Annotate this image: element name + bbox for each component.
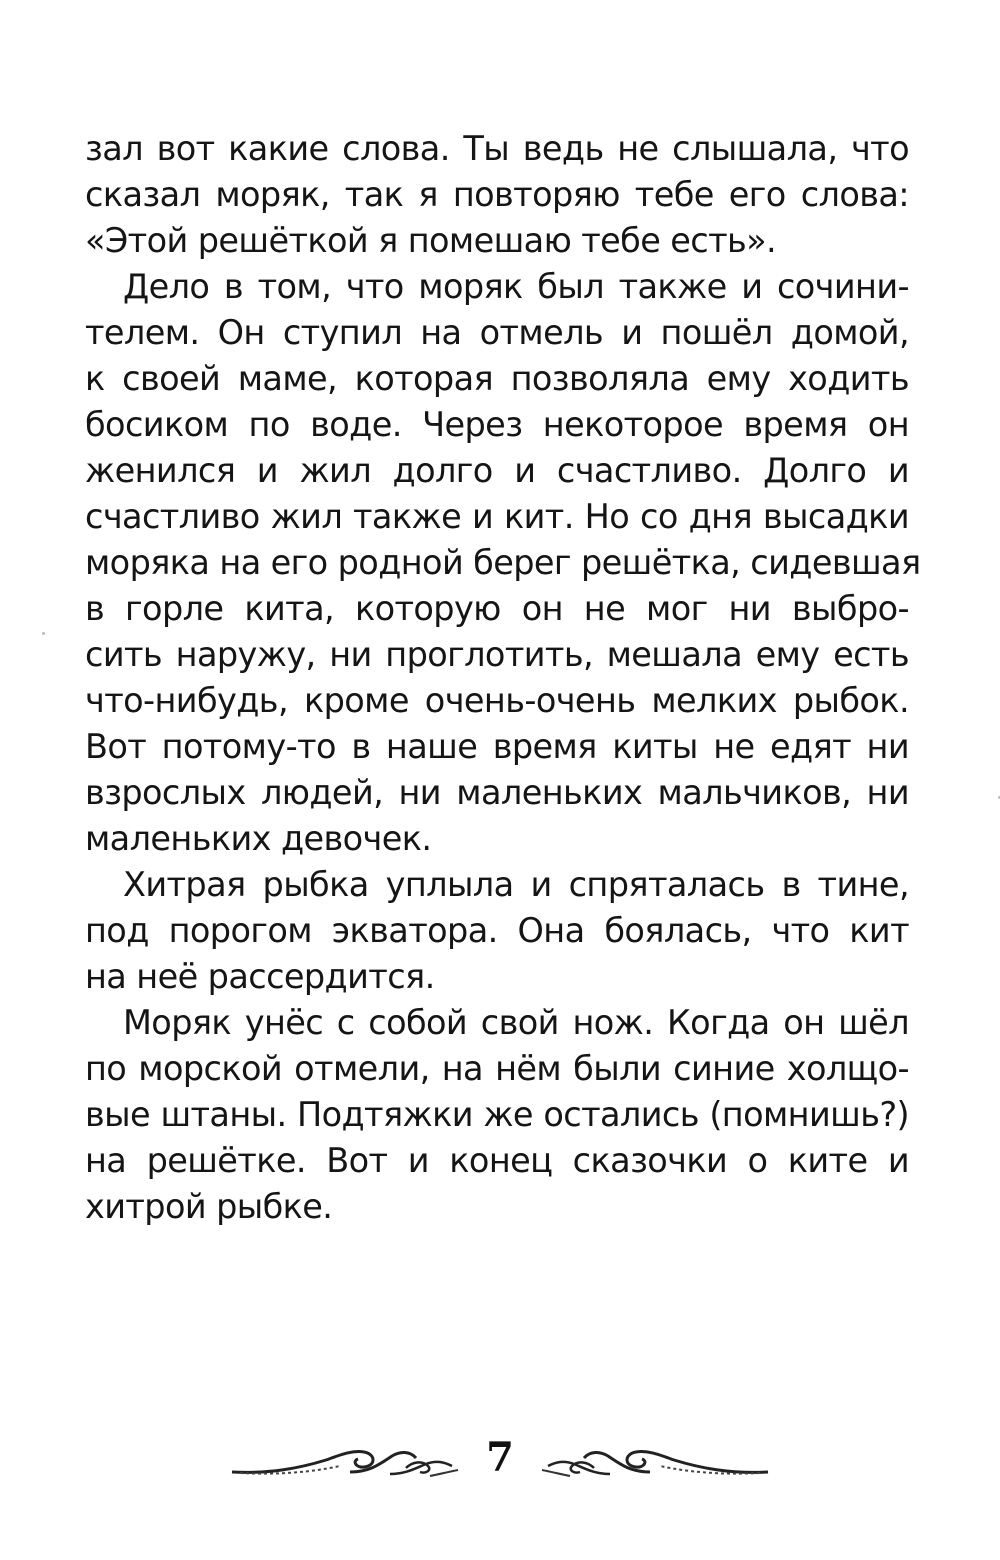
text-line: Вот потому-то в наше время киты не едят ни [85, 727, 909, 766]
text-line: зал вот какие слова. Ты ведь не слышала, что [85, 129, 909, 168]
page-number: 7 [486, 1434, 514, 1481]
text-line: по морской отмели, на нём были синие холщо- [85, 1049, 909, 1088]
text-line: сить наружу, ни проглотить, мешала ему есть [85, 635, 909, 674]
text-line: Дело в том, что моряк был также и сочини- [123, 267, 909, 306]
paragraph-4 [85, 1000, 909, 1230]
text-line: телем. Он ступил на отмель и пошёл домой, [85, 313, 909, 352]
text-line: сказал моряк, так я повторяю тебе его слова: [85, 175, 909, 214]
text-line: женился и жил долго и счастливо. Долго и [85, 451, 909, 490]
paragraph-2 [85, 264, 921, 862]
text-line: вые штаны. Подтяжки же остались (помнишь?) [85, 1095, 909, 1134]
text-line: босиком по воде. Через некоторое время он [85, 405, 909, 444]
text-line: взрослых людей, ни маленьких мальчиков, ни [85, 773, 909, 812]
text-line: что-нибудь, кроме очень-очень мелких рыбок. [85, 681, 909, 720]
text-line: к своей маме, которая позволяла ему ходить [85, 359, 909, 398]
text-line: на решётке. Вот и конец сказочки о ките и [85, 1141, 909, 1180]
text-line: моряка на его родной берег решётка, сидевшая [85, 543, 921, 582]
page-text [85, 126, 921, 1230]
paragraph-3 [85, 862, 909, 1000]
text-line: счастливо жил также и кит. Но со дня высадки [85, 497, 909, 536]
text-line: под порогом экватора. Она боялась, что кит [85, 911, 909, 950]
text-line: Моряк унёс с собой свой нож. Когда он шёл [123, 1003, 909, 1042]
flourish-ornament-left-icon [230, 1442, 460, 1482]
scan-speck [42, 632, 45, 635]
flourish-ornament-right-icon [540, 1442, 770, 1482]
text-line: маленьких девочек. [85, 819, 432, 858]
text-line: Хитрая рыбка уплыла и спряталась в тине, [123, 865, 909, 904]
text-line: в горле кита, которую он не мог ни выбро- [85, 589, 909, 628]
page-footer [230, 1430, 770, 1494]
paragraph-1 [85, 126, 909, 264]
text-line: на неё рассердится. [85, 957, 435, 996]
text-line: хитрой рыбке. [85, 1187, 333, 1226]
text-line: «Этой решёткой я помешаю тебе есть». [85, 221, 777, 260]
